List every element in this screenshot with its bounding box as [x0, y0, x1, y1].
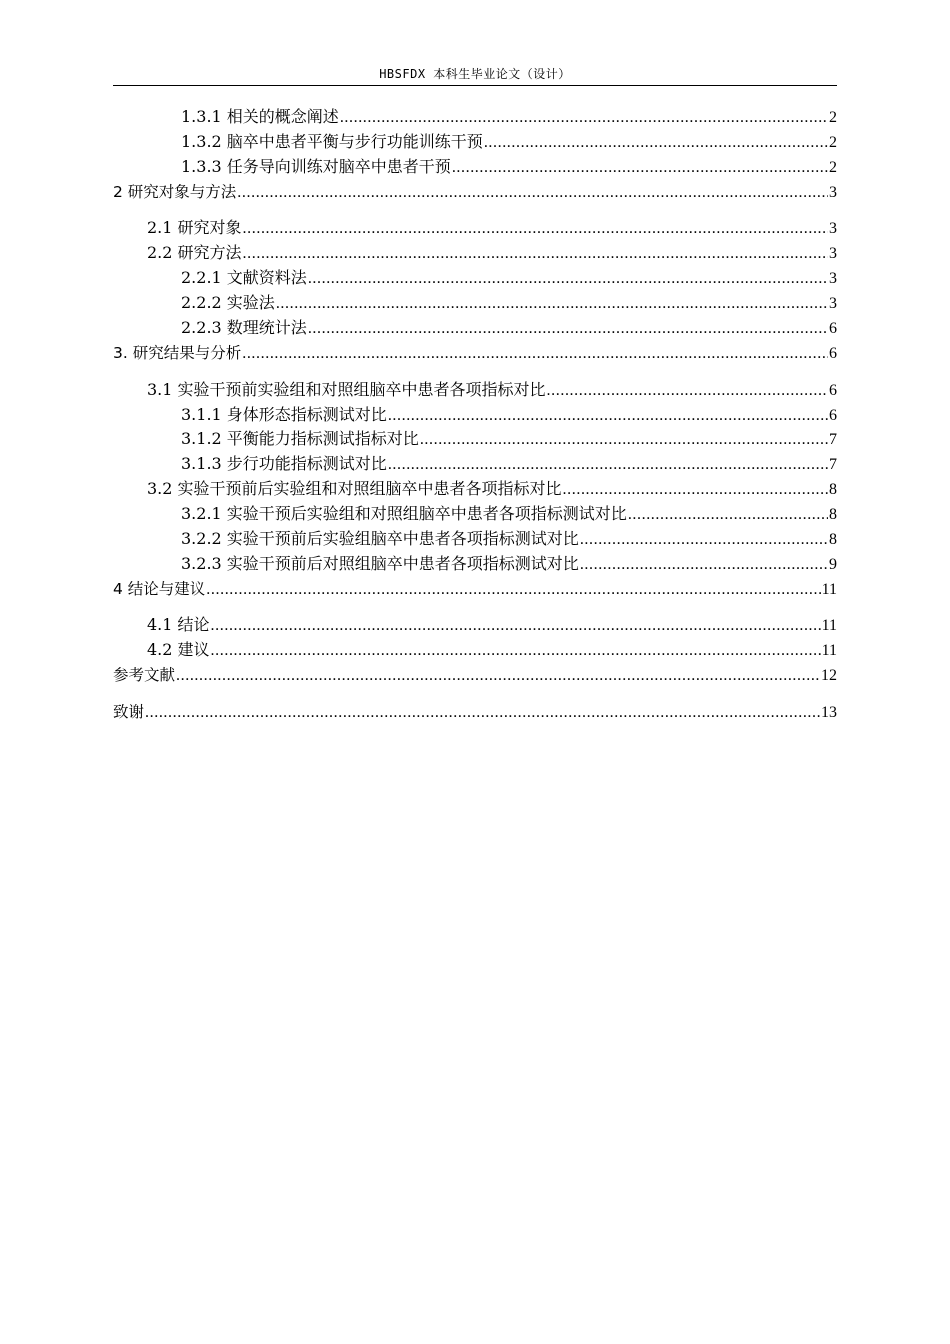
toc-dot-leader: [308, 268, 828, 290]
toc-entry-title: 2.2.2 实验法: [181, 293, 275, 312]
toc-entry-page: 6: [829, 345, 837, 362]
toc-dot-leader: [308, 318, 828, 340]
toc-entry-title: 2 研究对象与方法: [113, 183, 237, 201]
toc-entry-title: 3.1.3 步行功能指标测试对比: [181, 454, 387, 473]
page-header: HBSFDX 本科生毕业论文（设计）: [379, 67, 571, 81]
toc-entry[interactable]: [113, 181, 837, 203]
toc-entry-page: 13: [821, 704, 837, 721]
toc-entry-page: 11: [821, 617, 837, 634]
toc-dot-leader: [206, 579, 820, 601]
toc-entry[interactable]: [113, 478, 837, 500]
toc-entry[interactable]: [113, 106, 837, 128]
toc-entry-title: 4.2 建议: [147, 640, 210, 659]
toc-entry-title: 1.3.3 任务导向训练对脑卒中患者干预: [181, 157, 451, 176]
toc-entry-page: 3: [829, 184, 837, 201]
toc-entry-title: 参考文献: [113, 666, 176, 684]
toc-dot-leader: [340, 107, 828, 129]
toc-entry-title: 2.2.3 数理统计法: [181, 318, 307, 337]
toc-entry-title: 3. 研究结果与分析: [113, 344, 242, 362]
toc-dot-leader: [242, 343, 828, 365]
toc-entry[interactable]: [113, 528, 837, 550]
toc-entry[interactable]: [113, 503, 837, 525]
toc-entry-page: 8: [829, 506, 837, 523]
toc-dot-leader: [580, 529, 828, 551]
toc-entry-page: 6: [829, 382, 837, 399]
toc-entry-title: 2.2.1 文献资料法: [181, 268, 307, 287]
toc-entry[interactable]: [113, 292, 837, 314]
toc-entry[interactable]: [113, 267, 837, 289]
toc-entry-title: 3.2 实验干预前后实验组和对照组脑卒中患者各项指标对比: [147, 479, 562, 498]
toc-entry-page: 11: [821, 581, 837, 598]
toc-entry[interactable]: [113, 664, 837, 686]
toc-entry-page: 7: [829, 456, 837, 473]
toc-entry[interactable]: [113, 453, 837, 475]
toc-entry-title: 3.2.1 实验干预后实验组和对照组脑卒中患者各项指标测试对比: [181, 504, 627, 523]
toc-entry-page: 8: [829, 531, 837, 548]
toc-entry-page: 6: [829, 320, 837, 337]
toc-dot-leader: [420, 429, 828, 451]
toc-entry-title: 3.2.2 实验干预前后实验组脑卒中患者各项指标测试对比: [181, 529, 579, 548]
toc-entry[interactable]: [113, 242, 837, 264]
toc-dot-leader: [237, 182, 828, 204]
toc-entry[interactable]: [113, 553, 837, 575]
toc-entry-page: 7: [829, 431, 837, 448]
toc-dot-leader: [388, 405, 828, 427]
toc-entry[interactable]: [113, 578, 837, 600]
toc-entry-page: 3: [829, 220, 837, 237]
toc-entry-page: 11: [821, 642, 837, 659]
toc-dot-leader: [484, 132, 828, 154]
toc-entry-title: 1.3.2 脑卒中患者平衡与步行功能训练干预: [181, 132, 483, 151]
toc-entry-page: 2: [829, 109, 837, 126]
toc-dot-leader: [388, 454, 828, 476]
toc-dot-leader: [176, 665, 820, 687]
toc-entry-title: 1.3.1 相关的概念阐述: [181, 107, 339, 126]
toc-entry-page: 2: [829, 159, 837, 176]
toc-entry-page: 3: [829, 295, 837, 312]
toc-entry-page: 9: [829, 556, 837, 573]
toc-entry[interactable]: [113, 404, 837, 426]
toc-entry-title: 3.1 实验干预前实验组和对照组脑卒中患者各项指标对比: [147, 380, 546, 399]
toc-dot-leader: [547, 380, 828, 402]
toc-entry-title: 4.1 结论: [147, 615, 210, 634]
toc-entry[interactable]: [113, 639, 837, 661]
toc-entry-title: 3.2.3 实验干预前后对照组脑卒中患者各项指标测试对比: [181, 554, 579, 573]
toc-entry-title: 2.2 研究方法: [147, 243, 242, 262]
toc-dot-leader: [452, 157, 828, 179]
toc-dot-leader: [211, 615, 821, 637]
toc-entry-title: 4 结论与建议: [113, 580, 206, 598]
toc-entry[interactable]: [113, 217, 837, 239]
toc-entry-title: 3.1.1 身体形态指标测试对比: [181, 405, 387, 424]
toc-dot-leader: [243, 218, 828, 240]
toc-dot-leader: [276, 293, 828, 315]
toc-entry-page: 3: [829, 245, 837, 262]
toc-entry-title: 2.1 研究对象: [147, 218, 242, 237]
toc-entry[interactable]: [113, 342, 837, 364]
toc-entry-title: 3.1.2 平衡能力指标测试指标对比: [181, 429, 419, 448]
toc-entry-page: 2: [829, 134, 837, 151]
toc-entry[interactable]: [113, 156, 837, 178]
toc-entry-title: 致谢: [113, 703, 145, 721]
toc-entry-page: 8: [829, 481, 837, 498]
toc-dot-leader: [580, 554, 828, 576]
toc-dot-leader: [628, 504, 828, 526]
toc-dot-leader: [211, 640, 821, 662]
toc-entry-page: 3: [829, 270, 837, 287]
toc-entry[interactable]: [113, 379, 837, 401]
toc-entry-page: 12: [821, 667, 837, 684]
toc-dot-leader: [563, 479, 828, 501]
toc-dot-leader: [145, 702, 820, 724]
toc-entry[interactable]: [113, 428, 837, 450]
toc-dot-leader: [243, 243, 828, 265]
toc-entry[interactable]: [113, 131, 837, 153]
toc-entry[interactable]: [113, 614, 837, 636]
header-divider: [113, 85, 837, 86]
toc-entry[interactable]: [113, 317, 837, 339]
toc-entry[interactable]: [113, 701, 837, 723]
toc-entry-page: 6: [829, 407, 837, 424]
